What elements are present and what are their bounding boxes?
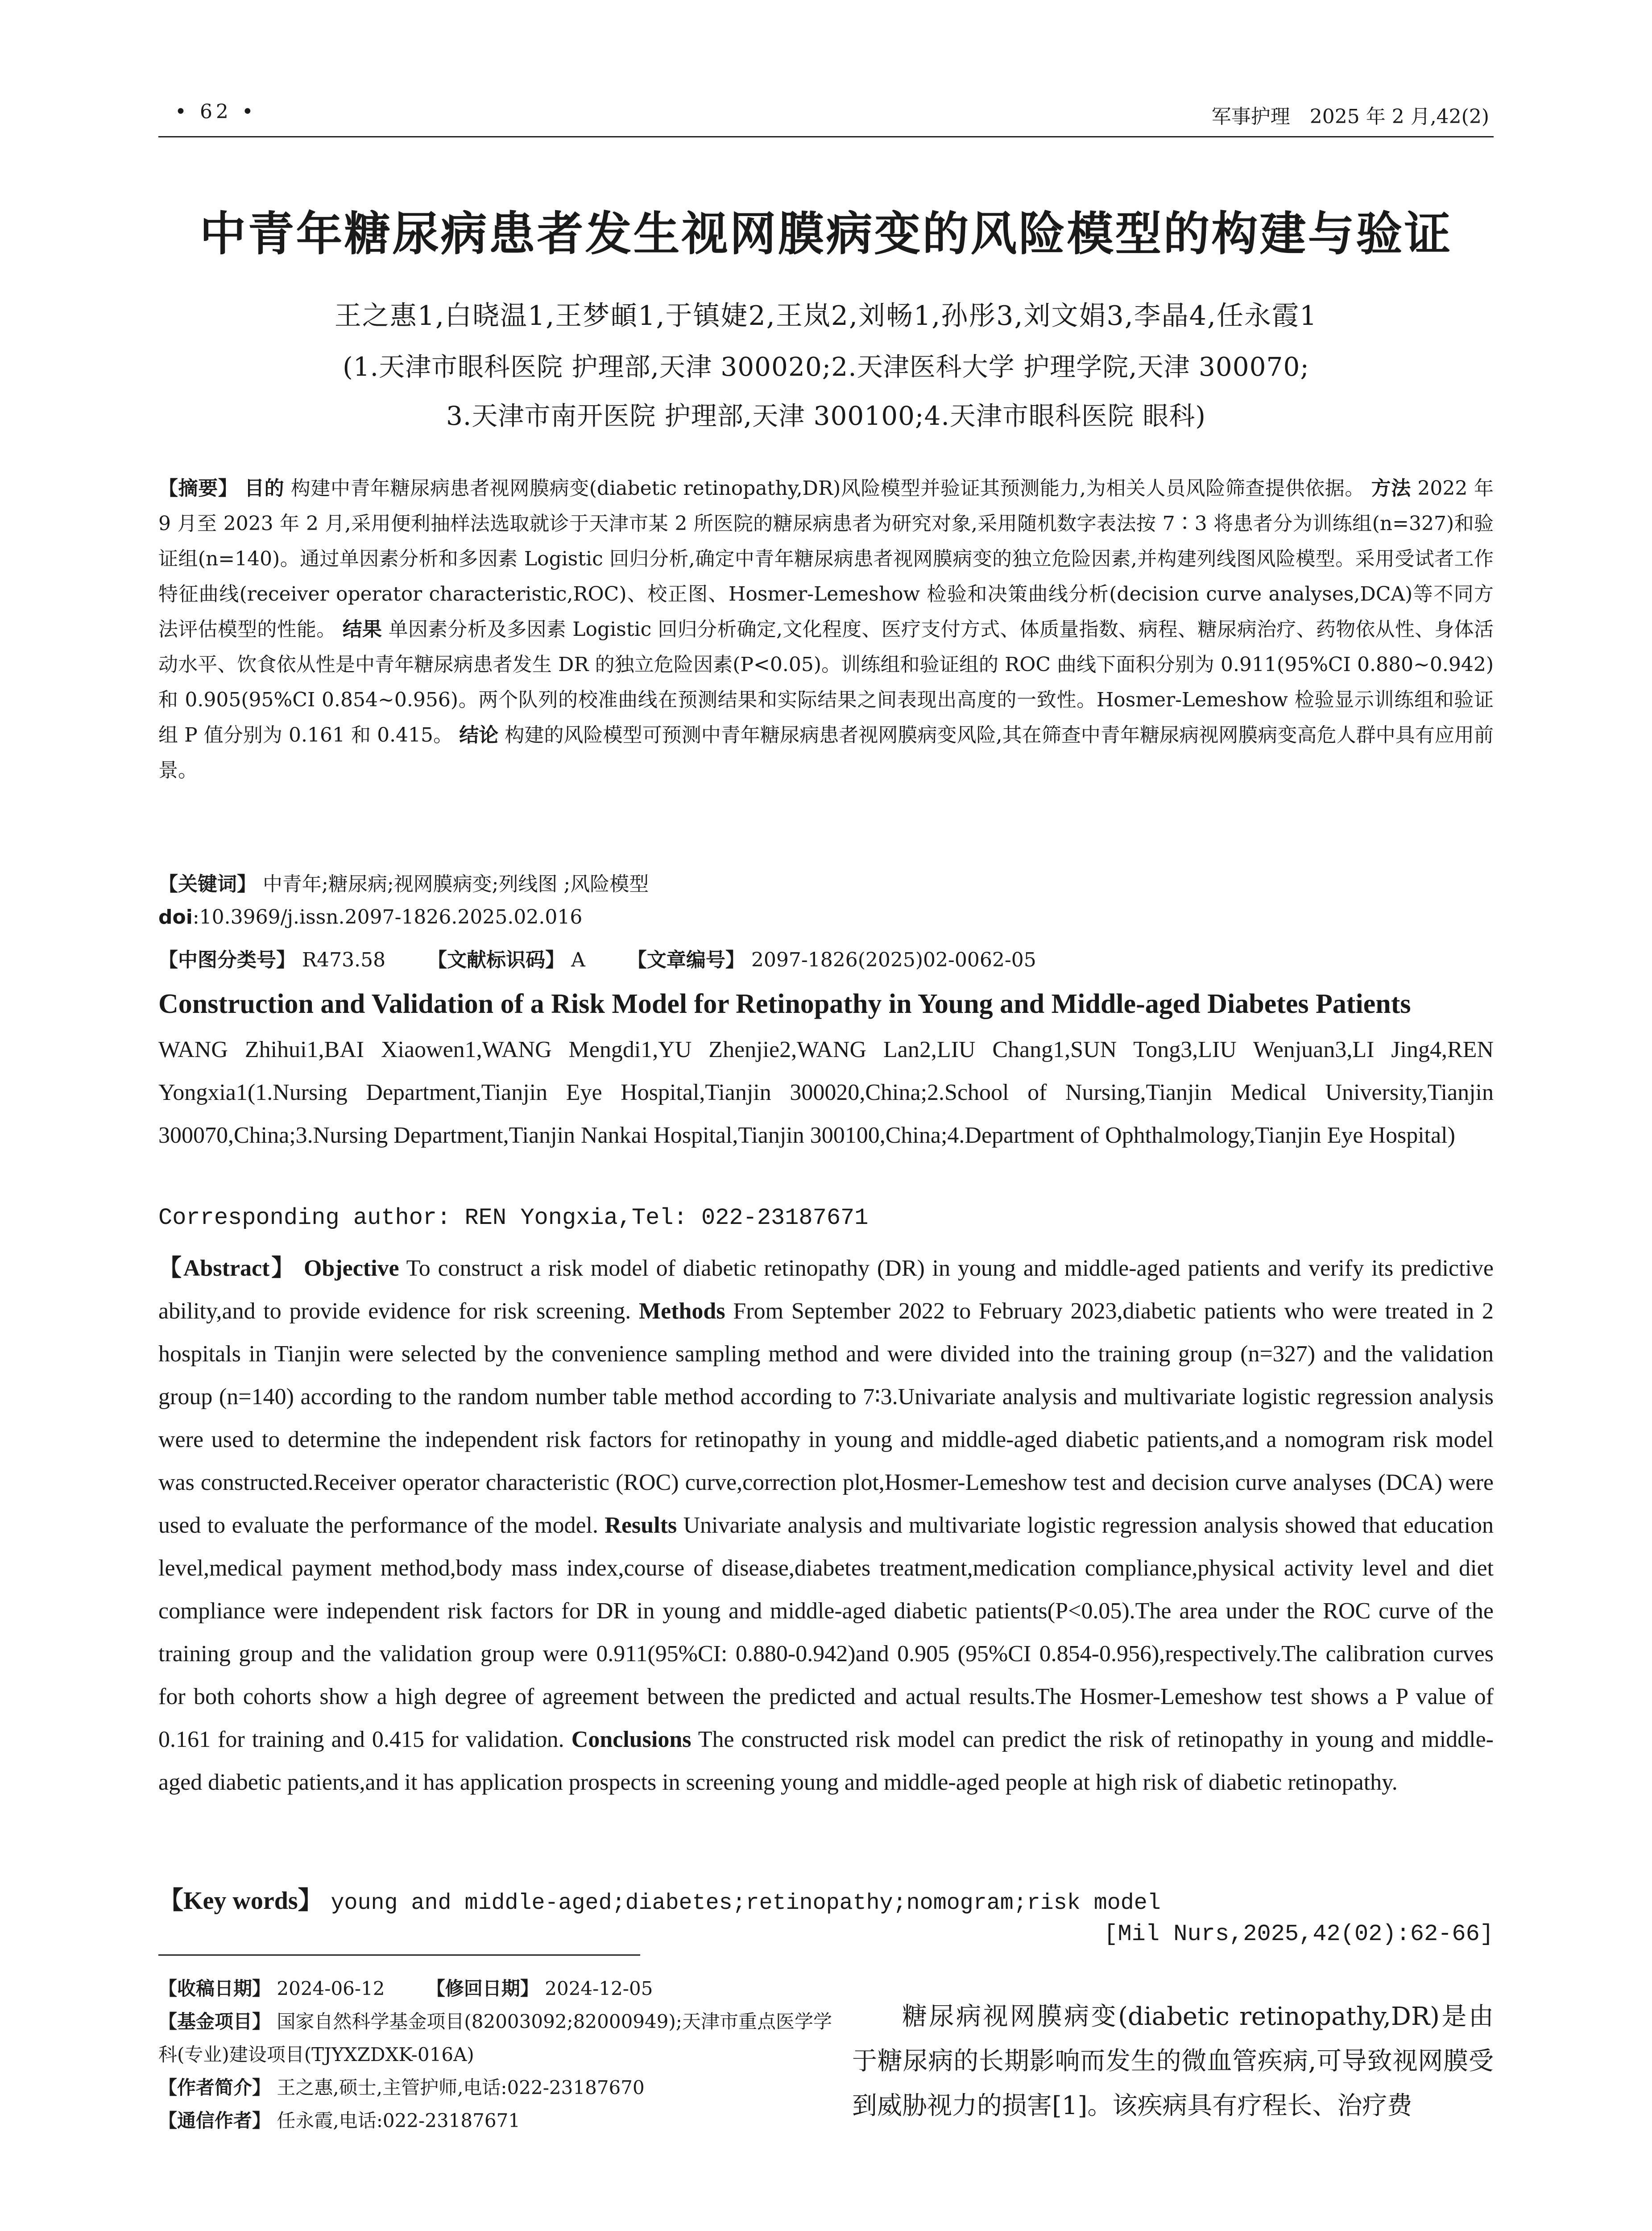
corr-cn-text: 任永霞,电话:022-23187671 [277, 2110, 521, 2131]
keywords-cn-text: 中青年;糖尿病;视网膜病变;列线图 ;风险模型 [263, 873, 649, 896]
abstract-en-tag: 【Abstract】 [158, 1256, 297, 1281]
doi-text: :10.3969/j.issn.2097-1826.2025.02.016 [192, 906, 583, 929]
objective-en-label: Objective [303, 1256, 399, 1281]
objective-label: 目的 [244, 477, 285, 500]
objective-text: 构建中青年糖尿病患者视网膜病变(diabetic retinopathy,DR)风险模型并验证其预测能力,为相关人员风险筛查提供依据。 [290, 477, 1365, 500]
footnote-dates [158, 1972, 841, 2005]
footnote-author [158, 2071, 841, 2104]
author-intro-label: 【作者简介】 [158, 2077, 271, 2098]
fund-text: 国家自然科学基金项目(82003092;82000949);天津市重点医学学科(专业)建设项目(TJYXZDXK-016A) [158, 2011, 832, 2065]
clc-label: 【中图分类号】 [158, 949, 296, 971]
authors: 王之惠1,白晓温1,王梦頔1,于镇婕2,王岚2,刘畅1,孙彤3,刘文娟3,李晶4,任永霞1 [334, 300, 1318, 332]
doc-code-label: 【文献标识码】 [427, 949, 565, 971]
doc-code-value: A [571, 949, 585, 971]
keywords-en-text: young and middle-aged;diabetes;retinopathy;nomogram;risk model [331, 1891, 1161, 1916]
abstract-cn-tag: 【摘要】 [158, 477, 238, 500]
footnote-corresponding [158, 2104, 841, 2137]
abstract-en [158, 1247, 1494, 1804]
article-no-value: 2097-1826(2025)02-0062-05 [751, 949, 1036, 971]
paper-title: 中青年糖尿病患者发生视网膜病变的风险模型的构建与验证 [199, 207, 1453, 261]
doi-label: doi [158, 906, 193, 929]
footnote-fund [158, 2005, 841, 2071]
article-no-label: 【文章编号】 [627, 949, 745, 971]
doi-line [158, 906, 1494, 929]
clc-value: R473.58 [302, 949, 386, 971]
affiliation-line-2: 3.天津市南开医院 护理部,天津 300100;4.天津市眼科医院 眼科) [446, 401, 1206, 431]
english-title: Construction and Validation of a Risk Model for Retinopathy in Young and Middle-aged Diabetes Patients [158, 989, 1411, 1019]
results-en-text: Univariate analysis and multivariate logistic regression analysis showed that education level,medical payment method,body mass index,course of disease,diabetes treatment,medication compliance,physical activity level and diet compliance were independent risk factors for DR in young and middle-aged diabetic patients(P<0.05).The area under the ROC curve of the training group and the validation group were 0.911(95%CI: 0.880-0.942)and 0.905 (95%CI 0.854-0.956),respectively.The calibration curves for both cohorts show a high degree of agreement between the predicted and actual results.The Hosmer-Lemeshow test shows a P value of 0.161 for training and 0.415 for validation. [158, 1513, 1494, 1752]
received-label: 【收稿日期】 [158, 1978, 271, 1999]
header-rule [158, 136, 1494, 137]
keywords-cn-label: 【关键词】 [158, 873, 257, 896]
conclusion-text: 构建的风险模型可预测中青年糖尿病患者视网膜病变风险,其在筛查中青年糖尿病视网膜病变高危人群中具有应用前景。 [158, 724, 1494, 782]
journal-issue: 军事护理 2025 年 2 月,42(2) [1211, 105, 1489, 128]
results-label: 结果 [342, 618, 382, 641]
results-en-label: Results [604, 1513, 677, 1538]
revised-label: 【修回日期】 [426, 1978, 539, 1999]
keywords-en [158, 1881, 1161, 1916]
author-intro-text: 王之惠,硕士,主管护师,电话:022-23187670 [277, 2077, 645, 2098]
methods-en-label: Methods [639, 1298, 725, 1324]
methods-en-text: From September 2022 to February 2023,diabetic patients who were treated in 2 hospitals in Tianjin were selected by the convenience sampling method and were divided into the training group (n=327) and the validation group (n=140) according to the random number table method according to 7∶3.Univariate analysis and multivariate logistic regression analysis were used to determine the independent risk factors for retinopathy in young and middle-aged diabetic patients,and a nomogram risk model was constructed.Receiver operator characteristic (ROC) curve,correction plot,Hosmer-Lemeshow test and decision curve analyses (DCA) were used to evaluate the performance of the model. [158, 1298, 1494, 1538]
methods-text: 2022 年 9 月至 2023 年 2 月,采用便利抽样法选取就诊于天津市某 2 所医院的糖尿病患者为研究对象,采用随机数字表法按 7∶3 将患者分为训练组(n=327)和验证组(n=140)。通过单因素分析和多因素 Logistic 回归分析,确定中青年糖尿病患者视网膜病变的独立危险因素,并构建列线图风险模型。采用受试者工作特征曲线(receiver operator characteristic,ROC)、校正图、Hosmer-Lemeshow 检验和决策曲线分析(decision curve analyses,DCA)等不同方法评估模型的性能。 [158, 477, 1494, 641]
results-text: 单因素分析及多因素 Logistic 回归分析确定,文化程度、医疗支付方式、体质量指数、病程、糖尿病治疗、药物依从性、身体活动水平、饮食依从性是中青年糖尿病患者发生 DR 的独立危险因素(P<0.05)。训练组和验证组的 ROC 曲线下面积分别为 0.911(95%CI 0.880~0.942)和 0.905(95%CI 0.854~0.956)。两个队列的校准曲线在预测结果和实际结果之间表现出高度的一致性。Hosmer-Lemeshow 检验显示训练组和验证组 P 值分别为 0.161 和 0.415。 [158, 618, 1494, 746]
fund-label: 【基金项目】 [158, 2011, 271, 2032]
affiliation-line-1: (1.天津市眼科医院 护理部,天津 300020;2.天津医科大学 护理学院,天津 300070; [343, 352, 1309, 382]
body-intro: 糖尿病视网膜病变(diabetic retinopathy,DR)是由于糖尿病的长期影响而发生的微血管疾病,可导致视网膜受到威胁视力的损害[1]。该疾病具有疗程长、治疗费 [852, 2002, 1494, 2120]
conclusions-en-label: Conclusions [571, 1727, 691, 1752]
page-number: • 62 • [175, 100, 257, 123]
conclusion-label: 结论 [459, 724, 499, 746]
citation: [Mil Nurs,2025,42(02):62-66] [1104, 1921, 1494, 1947]
revised-date: 2024-12-05 [545, 1978, 653, 1999]
methods-label: 方法 [1371, 477, 1411, 500]
received-date: 2024-06-12 [277, 1978, 385, 1999]
classification-line [158, 944, 1494, 972]
corresponding-author: Corresponding author: REN Yongxia,Tel: 022-23187671 [158, 1205, 869, 1231]
abstract-cn [158, 471, 1494, 788]
footnote-rule [158, 1954, 640, 1956]
conclusions-en-text: The constructed risk model can predict the risk of retinopathy in young and middle-aged diabetic patients,and it has application prospects in screening young and middle-aged people at high risk of diabetic retinopathy. [158, 1727, 1494, 1795]
objective-en-text: To construct a risk model of diabetic retinopathy (DR) in young and middle-aged patients and verify its predictive ability,and to provide evidence for risk screening. [158, 1256, 1494, 1324]
keywords-en-label: 【Key words】 [158, 1887, 323, 1915]
english-authors-affiliations: WANG Zhihui1,BAI Xiaowen1,WANG Mengdi1,YU Zhenjie2,WANG Lan2,LIU Chang1,SUN Tong3,LIU Wenjuan3,LI Jing4,REN Yongxia1(1.Nursing Department,Tianjin Eye Hospital,Tianjin 300020,China;2.School of Nursing,Tianjin Medical University,Tianjin 300070,China;3.Nursing Department,Tianjin Nankai Hospital,Tianjin 300100,China;4.Department of Ophthalmology,Tianjin Eye Hospital) [158, 1037, 1494, 1148]
keywords-cn [158, 868, 1494, 896]
corr-cn-label: 【通信作者】 [158, 2110, 271, 2131]
